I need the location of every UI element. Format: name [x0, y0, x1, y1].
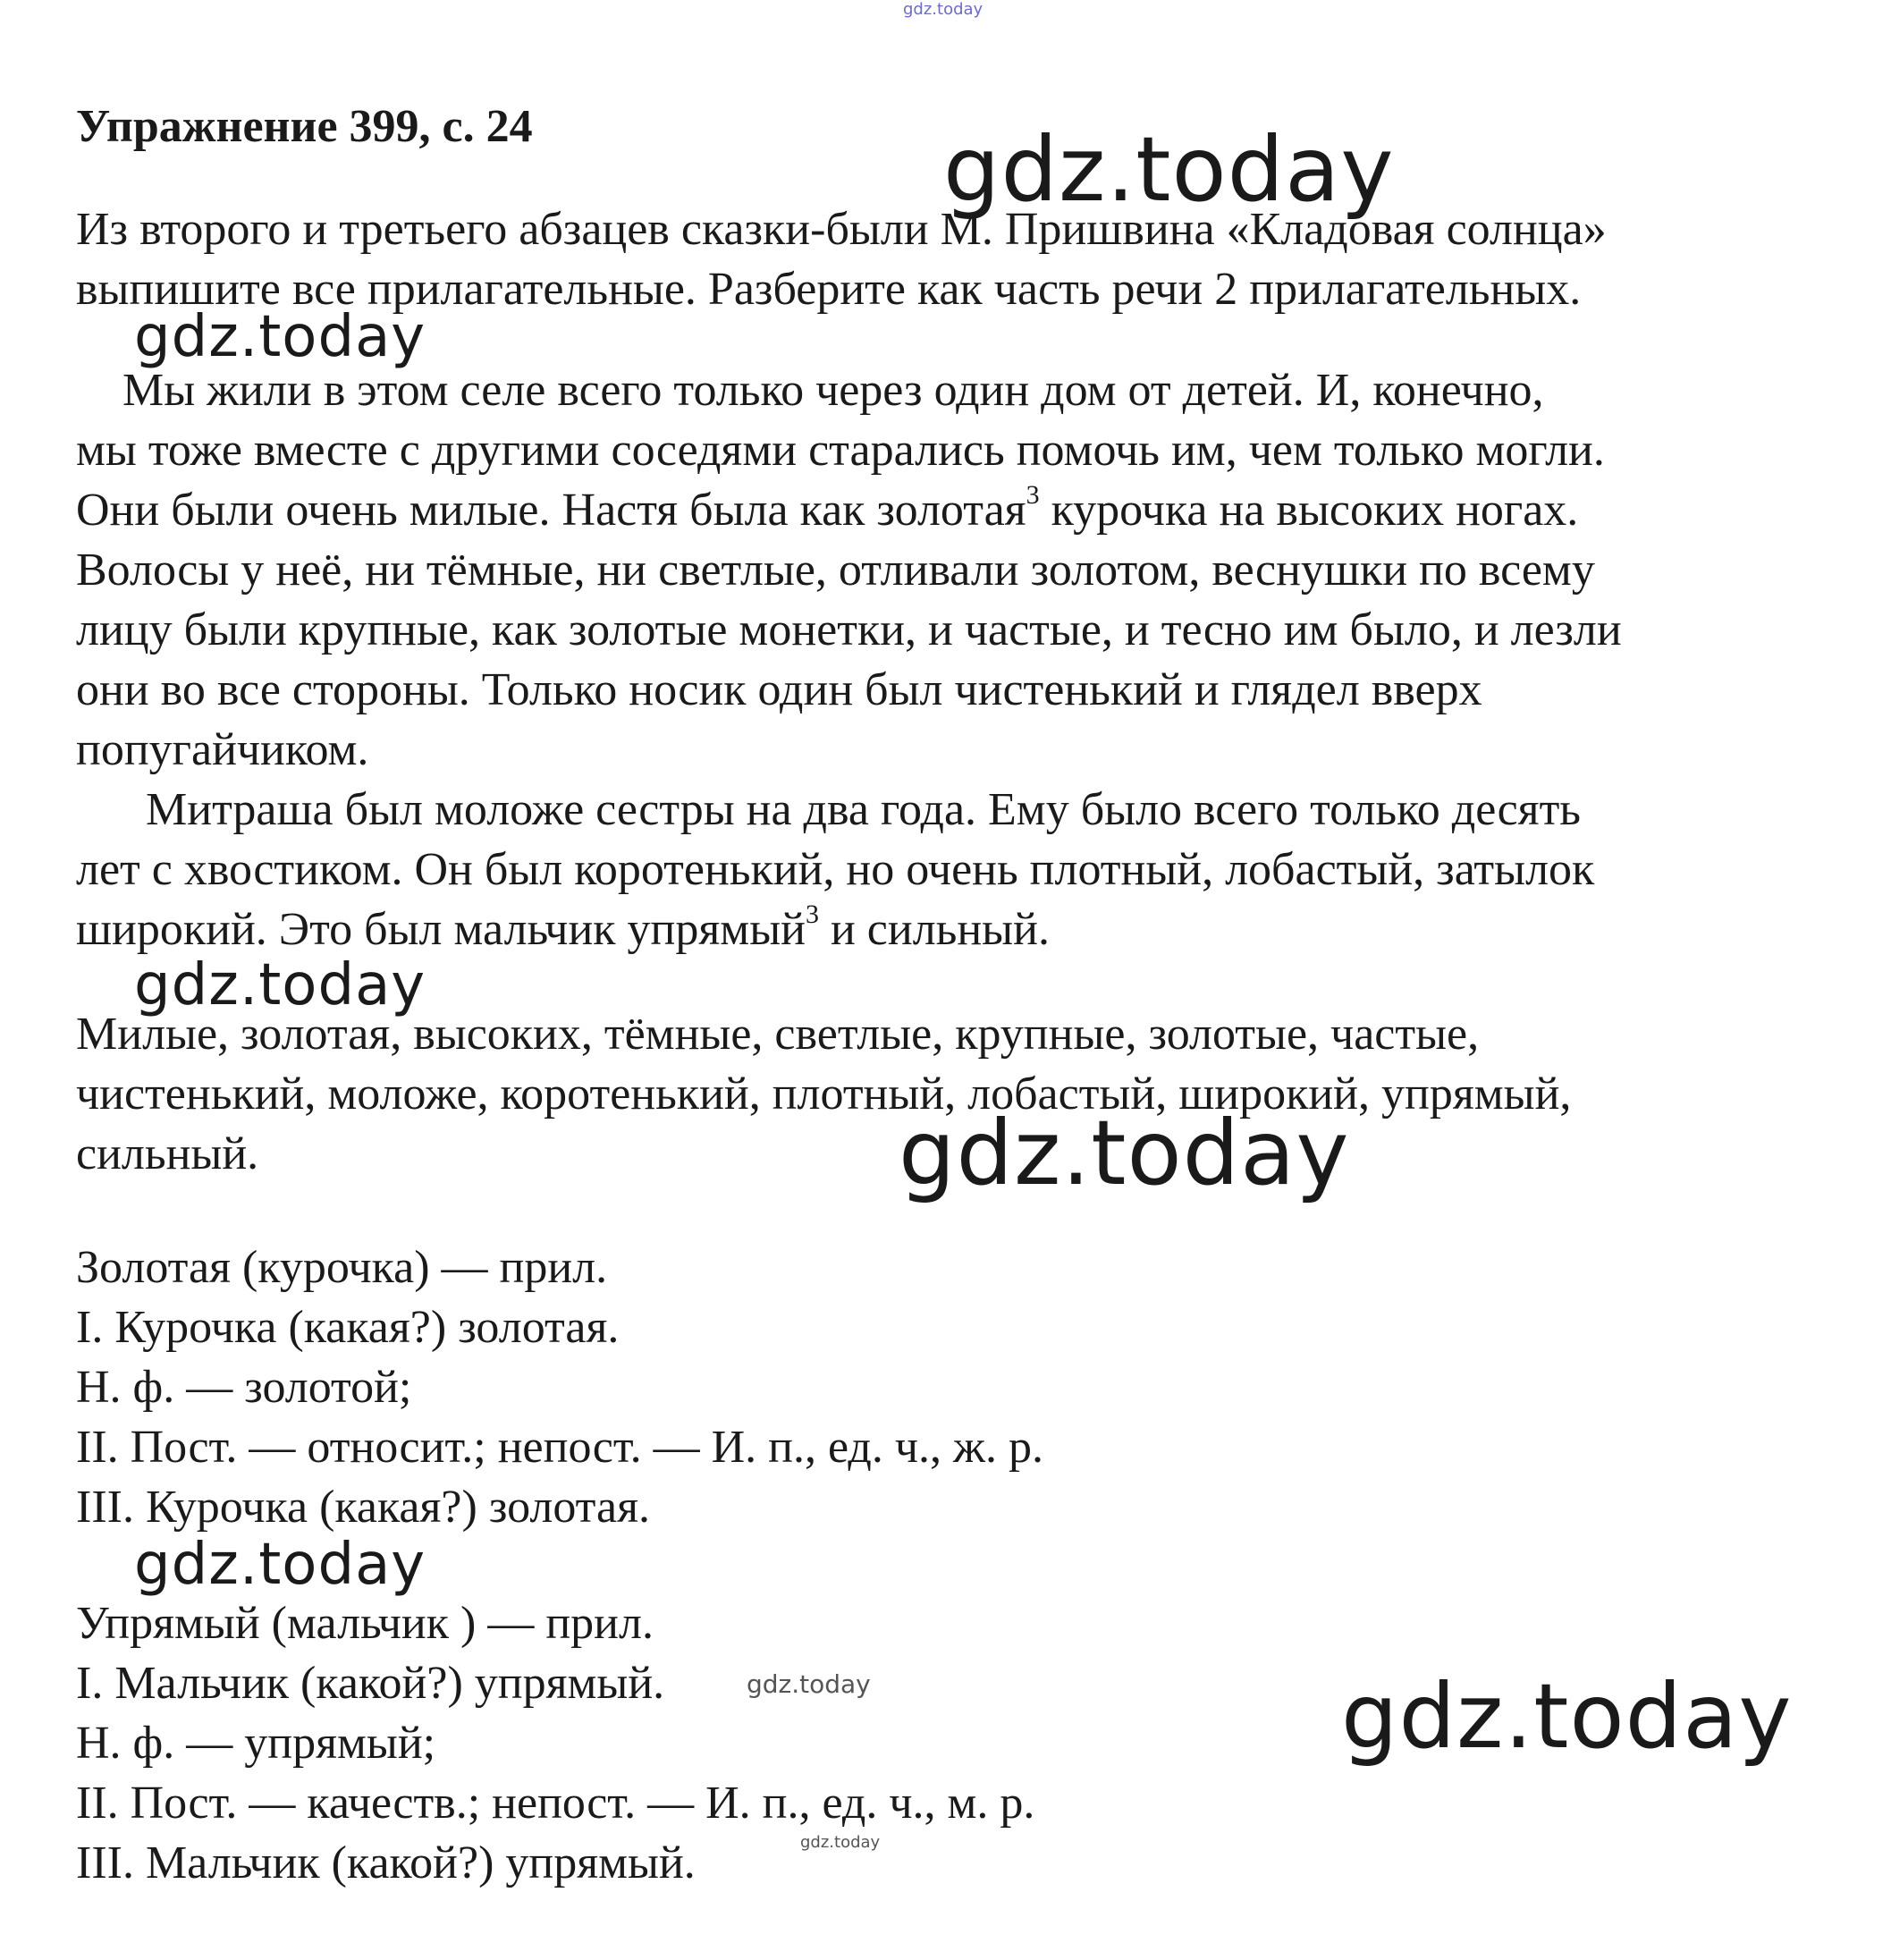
watermark-small-inline: gdz.today	[747, 1669, 871, 1699]
analysis-2-line-4: II. Пост. — качеств.; непост. — И. п., ед. ч., м. р.	[76, 1778, 1035, 1829]
excerpt-line-7: попугайчиком.	[76, 724, 369, 775]
analysis-1-line-3: Н. ф. — золотой;	[76, 1362, 412, 1413]
footnote-mark: 3	[1026, 480, 1040, 510]
answer-line-2: чистенький, моложе, коротенький, плотный, лобастый, широкий, упрямый,	[76, 1069, 1572, 1119]
excerpt-line-10	[76, 901, 1050, 959]
watermark-tiny-bottom: gdz.today	[800, 1833, 881, 1852]
watermark-large-top: gdz.today	[943, 117, 1395, 222]
excerpt-line-10-rest: и сильный.	[818, 904, 1050, 955]
excerpt-line-3-rest: курочка на высоких ногах.	[1039, 485, 1579, 536]
analysis-1-line-1: Золотая (курочка) — прил.	[76, 1242, 608, 1293]
answer-line-1: Милые, золотая, высоких, тёмные, светлые, крупные, золотые, частые,	[76, 1009, 1480, 1060]
excerpt-line-4: Волосы у неё, ни тёмные, ни светлые, отливали золотом, веснушки по всему	[76, 545, 1595, 596]
excerpt-line-2: мы тоже вместе с другими соседями старались помочь им, чем только могли.	[76, 425, 1605, 476]
footnote-mark-2: 3	[805, 900, 819, 929]
task-line-1: Из второго и третьего абзацев сказки-были М. Пришвина «Кладовая солнца»	[76, 204, 1607, 255]
excerpt-line-3-text: Они были очень милые. Настя была как золотая	[76, 485, 1026, 536]
excerpt-line-10-text: широкий. Это был мальчик упрямый	[76, 904, 806, 955]
watermark-large-middle: gdz.today	[899, 1101, 1350, 1205]
watermark-large-bottom: gdz.today	[1341, 1664, 1793, 1769]
excerpt-line-5: лицу были крупные, как золотые монетки, и частые, и тесно им было, и лезли	[76, 604, 1622, 655]
excerpt-line-1: Мы жили в этом селе всего только через один дом от детей. И, конечно,	[76, 365, 1544, 416]
analysis-1-line-2: I. Курочка (какая?) золотая.	[76, 1302, 620, 1353]
watermark-medium-3: gdz.today	[134, 1532, 426, 1598]
watermark-top-tiny: gdz.today	[903, 0, 983, 19]
analysis-2-line-3: Н. ф. — упрямый;	[76, 1718, 436, 1769]
analysis-1-line-4: II. Пост. — относит.; непост. — И. п., ед. ч., ж. р.	[76, 1422, 1043, 1473]
excerpt-line-3	[76, 482, 1578, 539]
excerpt-line-6: они во все стороны. Только носик один был чистенький и глядел вверх	[76, 664, 1482, 715]
analysis-2-line-1: Упрямый (мальчик ) — прил.	[76, 1598, 654, 1649]
analysis-2-line-2: I. Мальчик (какой?) упрямый.	[76, 1658, 665, 1709]
analysis-1-line-5: III. Курочка (какая?) золотая.	[76, 1482, 651, 1533]
watermark-medium-2: gdz.today	[134, 952, 426, 1018]
watermark-medium-1: gdz.today	[134, 304, 426, 370]
analysis-2-line-5: III. Мальчик (какой?) упрямый.	[76, 1838, 696, 1888]
task-line-2: выпишите все прилагательные. Разберите как часть речи 2 прилагательных.	[76, 264, 1582, 315]
excerpt-line-8: Митраша был моложе сестры на два года. Ему было всего только десять	[76, 784, 1582, 835]
excerpt-line-9: лет с хвостиком. Он был коротенький, но очень плотный, лобастый, затылок	[76, 844, 1595, 895]
answer-line-3: сильный.	[76, 1128, 259, 1179]
exercise-title: Упражнение 399, с. 24	[76, 101, 533, 152]
